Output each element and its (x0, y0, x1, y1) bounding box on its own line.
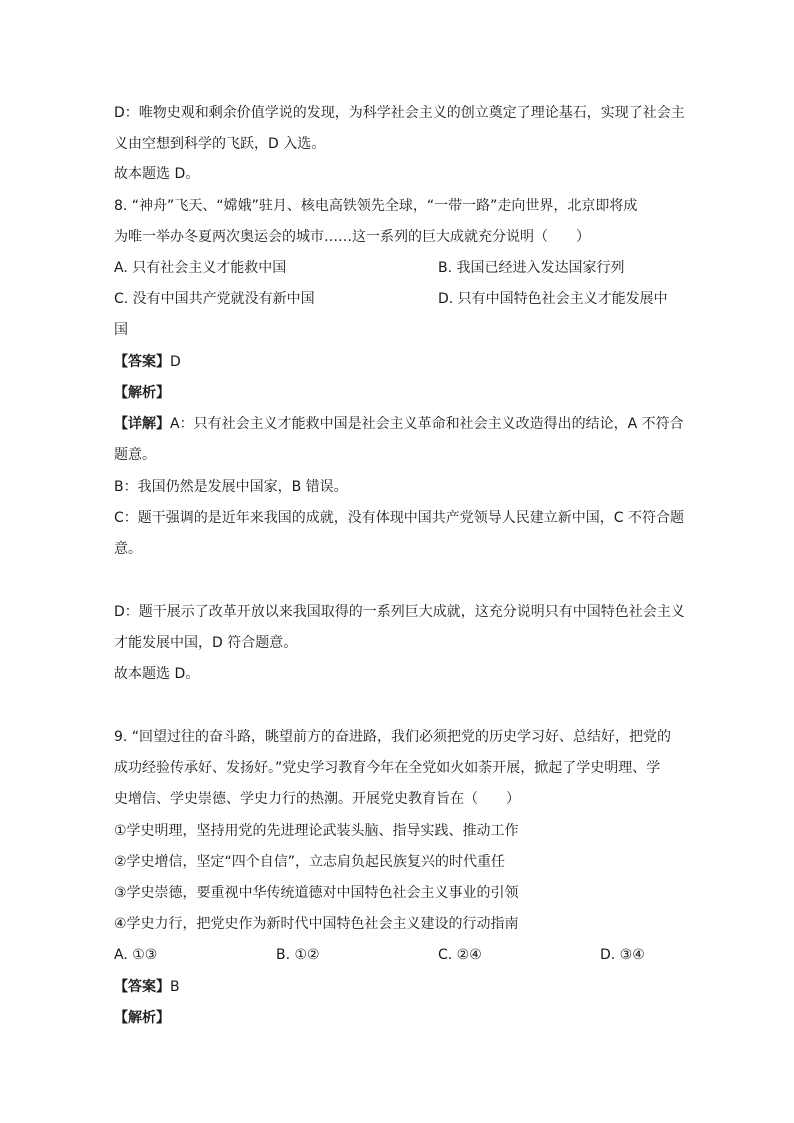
q8-conclusion: 故本题选 D。 (114, 666, 200, 682)
answer-tag: 【答案】 (114, 979, 170, 995)
q9-item-3: ③学史崇德，要重视中华传统道德对中国特色社会主义事业的引领 (114, 885, 519, 901)
q8-detail-c-line1: C：题干强调的是近年来我国的成就，没有体现中国共产党领导人民建立新中国，C 不符合题 (114, 510, 684, 526)
answer-value: D (170, 354, 181, 370)
q8-analysis-tag: 【解析】 (114, 385, 170, 401)
q9-option-a: A. ①③ (114, 947, 158, 963)
q7-option-d-explanation-line2: 义由空想到科学的飞跃，D 入选。 (114, 136, 326, 152)
q8-option-c: C. 没有中国共产党就没有新中国 (114, 291, 315, 307)
q9-option-d: D. ③④ (600, 947, 645, 963)
q8-detail-a-line1 (114, 414, 684, 434)
q8-detail-b: B：我国仍然是发展中国家，B 错误。 (114, 479, 348, 495)
q9-stem-line3: 史增信、学史崇德、学史力行的热潮。开展党史教育旨在（ ） (114, 791, 520, 807)
q9-analysis-tag: 【解析】 (114, 1010, 170, 1026)
q7-conclusion: 故本题选 D。 (114, 166, 200, 182)
q8-option-d-line1: D. 只有中国特色社会主义才能发展中 (438, 291, 668, 307)
q9-option-c: C. ②④ (438, 947, 482, 963)
q8-answer (114, 352, 181, 372)
q8-detail-a-line2: 题意。 (114, 447, 156, 463)
q8-option-d-line2: 国 (114, 322, 128, 338)
q8-stem-line2: 为唯一举办冬夏两次奥运会的城市……这一系列的巨大成就充分说明（ ） (114, 229, 590, 245)
q9-option-b: B. ①② (276, 947, 320, 963)
q8-option-a: A. 只有社会主义才能救中国 (114, 260, 287, 276)
q8-option-b: B. 我国已经进入发达国家行列 (438, 260, 625, 276)
q9-item-2: ②学史增信，坚定“四个自信”，立志肩负起民族复兴的时代重任 (114, 854, 506, 870)
q9-stem-line1: 9. “回望过往的奋斗路，眺望前方的奋进路，我们必须把党的历史学习好、总结好，把党的 (114, 729, 672, 745)
q8-detail-d-line2: 才能发展中国，D 符合题意。 (114, 635, 298, 651)
q9-answer (114, 977, 180, 997)
detail-a-text: A：只有社会主义才能救中国是社会主义革命和社会主义改造得出的结论，A 不符合 (170, 416, 684, 432)
answer-tag: 【答案】 (114, 354, 170, 370)
detail-tag: 【详解】 (114, 416, 170, 432)
q8-stem-line1: 8. “神舟”飞天、“嫦娥”驻月、核电高铁领先全球，“一带一路”走向世界，北京即将成 (114, 198, 638, 214)
q7-option-d-explanation-line1: D：唯物史观和剩余价值学说的发现，为科学社会主义的创立奠定了理论基石，实现了社会主 (114, 105, 685, 121)
q8-detail-d-line1: D：题干展示了改革开放以来我国取得的一系列巨大成就，这充分说明只有中国特色社会主义 (114, 604, 685, 620)
answer-value: B (170, 979, 180, 995)
q8-detail-c-line2: 意。 (114, 541, 142, 557)
q9-item-4: ④学史力行，把党史作为新时代中国特色社会主义建设的行动指南 (114, 916, 519, 932)
q9-item-1: ①学史明理，坚持用党的先进理论武装头脑、指导实践、推动工作 (114, 823, 519, 839)
q9-stem-line2: 成功经验传承好、发扬好。”党史学习教育今年在全党如火如荼开展，掀起了学史明理、学 (114, 760, 661, 776)
